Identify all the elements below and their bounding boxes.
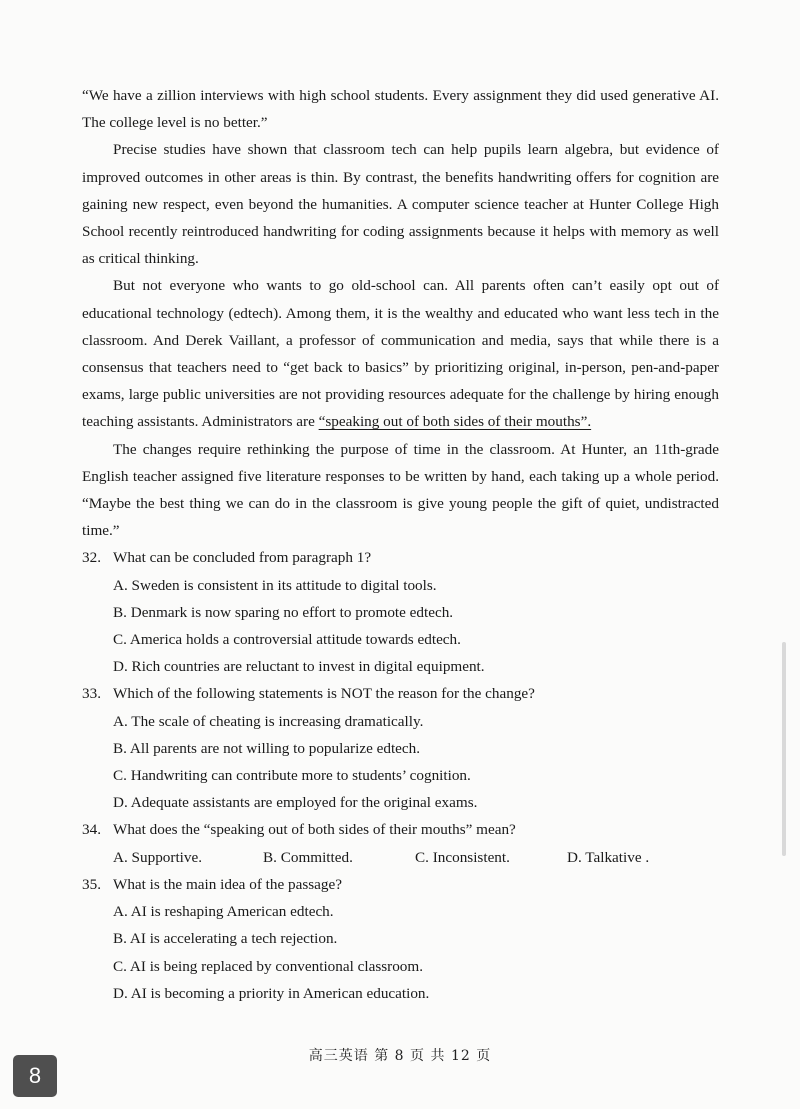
question-stem	[82, 680, 719, 707]
passage-paragraph-4: The changes require rethinking the purpose of time in the classroom. At Hunter, an 11th-grade English teacher assigned five literature responses to be written by hand, each taking up a whole period. “Maybe the best thing we can do in the classroom is give young people the gift of quiet, undistracted time.”	[82, 440, 719, 540]
question-stem	[82, 871, 719, 898]
question-32	[82, 544, 719, 680]
option-a: A. Supportive.	[113, 848, 203, 866]
option-c: C. Inconsistent.	[415, 848, 510, 866]
option-b: B. All parents are not willing to popularize edtech.	[113, 739, 421, 757]
question-text: What does the “speaking out of both sides of their mouths” mean?	[113, 821, 516, 839]
question-stem	[82, 544, 719, 571]
option-b: B. AI is accelerating a tech rejection.	[113, 930, 338, 948]
underlined-phrase: “speaking out of both sides of their mouths”.	[318, 413, 592, 431]
option-a: A. The scale of cheating is increasing dramatically.	[113, 712, 424, 730]
paragraph-3-text: But not everyone who wants to go old-school can. All parents often can’t easily opt out of educational technology (edtech). Among them, it is the wealthy and educated who want less tech in the classroom. And Derek Vaillant, a professor of communication and media, says that while there is a consensus that teachers need to “get back to basics” by prioritizing original, in-person, pen-and-paper exams, large public universities are not providing resources adequate for the challenge by hiring enough teaching assistants. Administrators are	[82, 277, 719, 431]
option-d: D. Adequate assistants are employed for the original exams.	[113, 794, 478, 812]
option-b: B. Denmark is now sparing no effort to promote edtech.	[113, 603, 454, 621]
questions-section	[82, 544, 719, 1006]
option-c: C. Handwriting can contribute more to students’ cognition.	[113, 767, 471, 785]
question-text: Which of the following statements is NOT the reason for the change?	[113, 685, 535, 703]
question-number: 34.	[82, 821, 101, 839]
option-a: A. Sweden is consistent in its attitude to digital tools.	[113, 576, 437, 594]
question-35	[82, 871, 719, 1007]
question-34	[82, 816, 719, 870]
question-stem	[82, 816, 719, 843]
scrollbar-thumb[interactable]	[782, 642, 786, 856]
page-footer: 高三英语 第 8 页 共 12 页	[308, 1048, 492, 1064]
question-text: What is the main idea of the passage?	[113, 875, 342, 893]
option-d: D. Rich countries are reluctant to invest in digital equipment.	[113, 658, 485, 676]
question-number: 35.	[82, 875, 101, 893]
passage-body	[82, 82, 719, 1007]
passage-paragraph-3	[82, 272, 719, 435]
passage-paragraph-1: “We have a zillion interviews with high school students. Every assignment they did used generative AI. The college level is no better.”	[82, 87, 719, 132]
question-number: 33.	[82, 685, 101, 703]
options-row	[82, 844, 719, 871]
option-a: A. AI is reshaping American edtech.	[113, 903, 334, 921]
page-number-badge: 8	[13, 1055, 57, 1097]
question-33	[82, 680, 719, 816]
option-d: D. Talkative .	[567, 848, 650, 866]
option-b: B. Committed.	[263, 848, 353, 866]
passage-paragraph-2: Precise studies have shown that classroom tech can help pupils learn algebra, but evidence of improved outcomes in other areas is thin. By contrast, the benefits handwriting offers for cognition are gaining new respect, even beyond the humanities. A computer science teacher at Hunter College High School recently reintroduced handwriting for coding assignments because it helps with memory as well as critical thinking.	[82, 141, 719, 268]
question-text: What can be concluded from paragraph 1?	[113, 549, 372, 567]
option-c: C. America holds a controversial attitude towards edtech.	[113, 631, 461, 649]
option-c: C. AI is being replaced by conventional classroom.	[113, 957, 424, 975]
option-d: D. AI is becoming a priority in American education.	[113, 984, 430, 1002]
question-number: 32.	[82, 549, 101, 567]
